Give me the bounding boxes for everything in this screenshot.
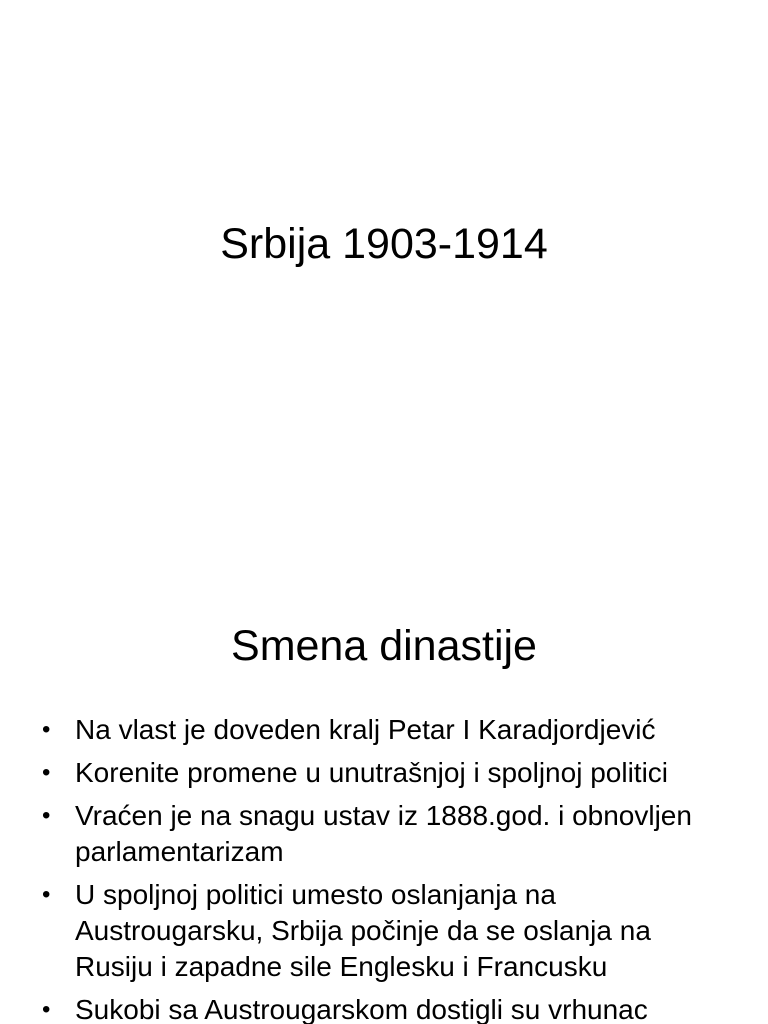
bullet-icon: •: [42, 716, 51, 743]
bullet-text: Korenite promene u unutrašnjoj i spoljnoj politici: [75, 757, 669, 788]
bullet-icon: •: [42, 802, 51, 829]
bullet-item: [0, 992, 768, 1024]
slide-2: [0, 576, 768, 1024]
bullet-text: Vraćen je na snagu ustav iz 1888.god. i obnovljen parlamentarizam: [75, 800, 692, 867]
slide-title: Srbija 1903-1914: [220, 220, 548, 268]
bullet-icon: •: [42, 996, 51, 1023]
slide-title: Smena dinastije: [231, 622, 537, 670]
bullet-icon: •: [42, 881, 51, 908]
bullet-item: [0, 712, 768, 748]
bullet-item: [0, 755, 768, 791]
bullet-list: [0, 712, 768, 1024]
bullet-item: [0, 877, 768, 985]
bullet-text: Sukobi sa Austrougarskom dostigli su vrhunac: [75, 994, 648, 1024]
bullet-text: Na vlast je doveden kralj Petar I Karadjordjević: [75, 714, 656, 745]
bullet-text: U spoljnoj politici umesto oslanjanja na Austrougarsku, Srbija počinje da se oslanja na Rusiju i zapadne sile Englesku i Francusku: [75, 879, 651, 982]
bullet-icon: •: [42, 759, 51, 786]
bullet-item: [0, 798, 768, 870]
